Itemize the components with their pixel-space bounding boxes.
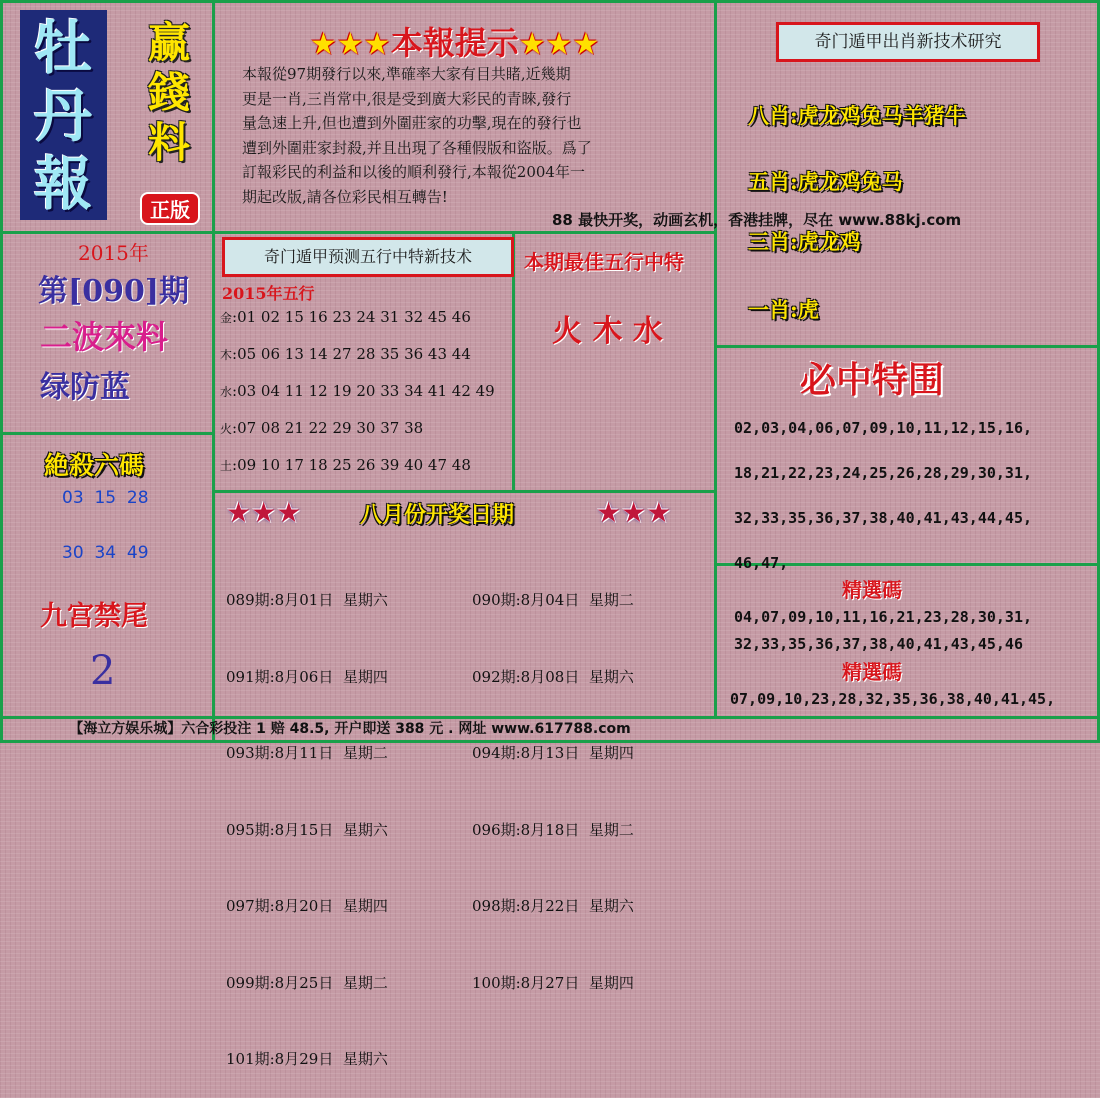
wuxing-row: 木:05 06 13 14 27 28 35 36 43 44	[220, 345, 471, 363]
genuine-badge: 正版	[140, 192, 200, 225]
draw-date: 100期:8月27日 星期四	[472, 973, 634, 992]
grid-line	[0, 0, 1100, 3]
tagline-char: 赢	[148, 18, 191, 67]
number-line: 46,47,	[734, 554, 789, 572]
draw-date: 092期:8月08日 星期六	[472, 667, 634, 686]
notice-line: 更是一肖,三肖常中,很是受到廣大彩民的青睞,發行	[242, 89, 572, 108]
element-label: 土	[220, 459, 233, 473]
select-title: 精選碼	[842, 660, 902, 684]
pick-eight: 八肖:虎龙鸡兔马羊猪牛	[748, 103, 966, 128]
draw-date: 093期:8月11日 星期二	[226, 744, 388, 762]
masthead-tagline	[148, 18, 190, 168]
star-icon: ★★★	[310, 27, 391, 62]
schedule-stars-left	[226, 496, 301, 529]
masthead-logo	[20, 10, 107, 220]
color-tip: 绿防蓝	[40, 370, 130, 405]
element-numbers: 01 02 15 16 23 24 31 32 45 46	[237, 308, 471, 326]
draw-date: 101期:8月29日 星期六	[226, 1050, 388, 1068]
pick-one: 一肖:虎	[748, 297, 819, 322]
grid-line	[0, 432, 212, 435]
number-line: 32,33,35,36,37,38,40,41,43,44,45,	[734, 509, 1033, 527]
ad-banner[interactable]: 88 最快开奖，动画玄机，香港挂牌，尽在 www.88kj.com	[552, 211, 962, 229]
schedule-right	[472, 537, 634, 1022]
notice-line: 本報從97期發行以來,準確率大家有目共睹,近幾期	[242, 65, 571, 83]
notice-body	[242, 62, 592, 209]
schedule-left	[226, 537, 388, 1098]
tagline-char: 錢	[148, 68, 191, 117]
notice-title: 本報提示	[390, 24, 519, 62]
element-numbers: 07 08 21 22 29 30 37 38	[237, 419, 424, 437]
draw-date: 096期:8月18日 星期二	[472, 820, 634, 839]
palace-value: 2	[90, 648, 116, 694]
element-label: 木	[220, 348, 233, 362]
notice-line: 量急速上升,但也遭到外圍莊家的功擊,現在的發行也	[242, 114, 582, 132]
notice-line: 遭到外圍莊家封殺,并且出現了各種假版和盜版。爲了	[242, 138, 592, 157]
draw-date: 097期:8月20日 星期四	[226, 897, 388, 915]
best-value: 火 木 水	[552, 314, 663, 349]
wave-tip: 二波來料	[40, 318, 169, 356]
grid-line	[212, 0, 215, 740]
draw-date: 095期:8月15日 星期六	[226, 820, 388, 839]
notice-line: 期起改版,請各位彩民相互轉告!	[242, 187, 448, 206]
number-line: 32,33,35,36,37,38,40,41,43,45,46	[734, 635, 1023, 653]
wuxing-row: 水:03 04 11 12 19 20 33 34 41 42 49	[220, 382, 495, 400]
draw-date: 091期:8月06日 星期四	[226, 667, 388, 686]
number-line: 02,03,04,06,07,09,10,11,12,15,16,	[734, 419, 1033, 437]
tagline-char: 料	[148, 118, 191, 167]
element-numbers: 05 06 13 14 27 28 35 36 43 44	[237, 345, 471, 363]
element-numbers: 09 10 17 18 25 26 39 40 47 48	[237, 456, 471, 474]
star-icon: ★★★	[226, 496, 302, 529]
wuxing-row: 火:07 08 21 22 29 30 37 38	[220, 419, 424, 437]
star-icon: ★★★	[596, 496, 672, 529]
palace-title: 九宫禁尾	[40, 601, 148, 632]
star-icon: ★★★	[518, 27, 600, 62]
issue-year: 2015年	[78, 241, 149, 265]
draw-date: 094期:8月13日 星期四	[472, 744, 634, 762]
kill-title: 絶殺六碼	[44, 451, 145, 480]
grid-line	[212, 490, 714, 493]
number-line: 18,21,22,23,24,25,26,28,29,30,31,	[734, 464, 1033, 482]
kill-numbers: 03 15 28	[62, 488, 149, 508]
special-title: 必中特围	[800, 359, 945, 401]
draw-date: 098期:8月22日 星期六	[472, 897, 634, 915]
notice-header	[310, 18, 599, 64]
wuxing-year: 2015年五行	[222, 284, 315, 303]
logo-char: 報	[33, 150, 92, 218]
wuxing-row: 金:01 02 15 16 23 24 31 32 45 46	[220, 308, 471, 326]
notice-line: 訂報彩民的利益和以後的順利發行,本報從2004年一	[242, 163, 585, 181]
issue-number: 第[090]期	[38, 274, 190, 309]
pick-five: 五肖:虎龙鸡兔马	[748, 169, 903, 194]
draw-date: 089期:8月01日 星期六	[226, 591, 388, 609]
grid-line	[714, 0, 717, 716]
schedule-stars-right	[596, 496, 671, 529]
select-title: 精選碼	[842, 578, 902, 602]
special-numbers	[734, 406, 1032, 586]
draw-date: 090期:8月04日 星期二	[472, 591, 634, 609]
logo-char: 牡	[33, 14, 92, 82]
logo-char: 丹	[33, 82, 92, 150]
draw-date: 099期:8月25日 星期二	[226, 973, 388, 992]
element-label: 金	[220, 311, 233, 325]
pick-three: 三肖:虎龙鸡	[748, 229, 861, 254]
wuxing-title: 奇门遁甲预测五行中特新技术	[222, 237, 514, 277]
grid-line	[0, 231, 212, 234]
select-numbers	[734, 604, 1032, 658]
element-numbers: 03 04 11 12 19 20 33 34 41 42 49	[237, 382, 495, 400]
grid-line	[0, 0, 3, 743]
number-line: 04,07,09,10,11,16,21,23,28,30,31,	[734, 608, 1033, 626]
kill-numbers: 30 34 49	[62, 543, 149, 563]
footer-ad[interactable]: 【海立方娱乐城】六合彩投注 1 赔 48.5, 开户即送 388 元 . 网址 www.617788.com	[69, 721, 631, 737]
grid-line	[714, 345, 1097, 348]
element-label: 水	[220, 385, 233, 399]
element-label: 火	[220, 422, 233, 436]
wuxing-row: 土:09 10 17 18 25 26 39 40 47 48	[220, 456, 471, 474]
schedule-title: 八月份开奖日期	[360, 502, 515, 528]
grid-line	[212, 231, 714, 234]
select-numbers: 07,09,10,23,28,32,35,36,38,40,41,45,	[730, 690, 1056, 708]
research-title: 奇门遁甲出肖新技术研究	[776, 22, 1040, 62]
best-title: 本期最佳五行中特	[524, 250, 684, 274]
